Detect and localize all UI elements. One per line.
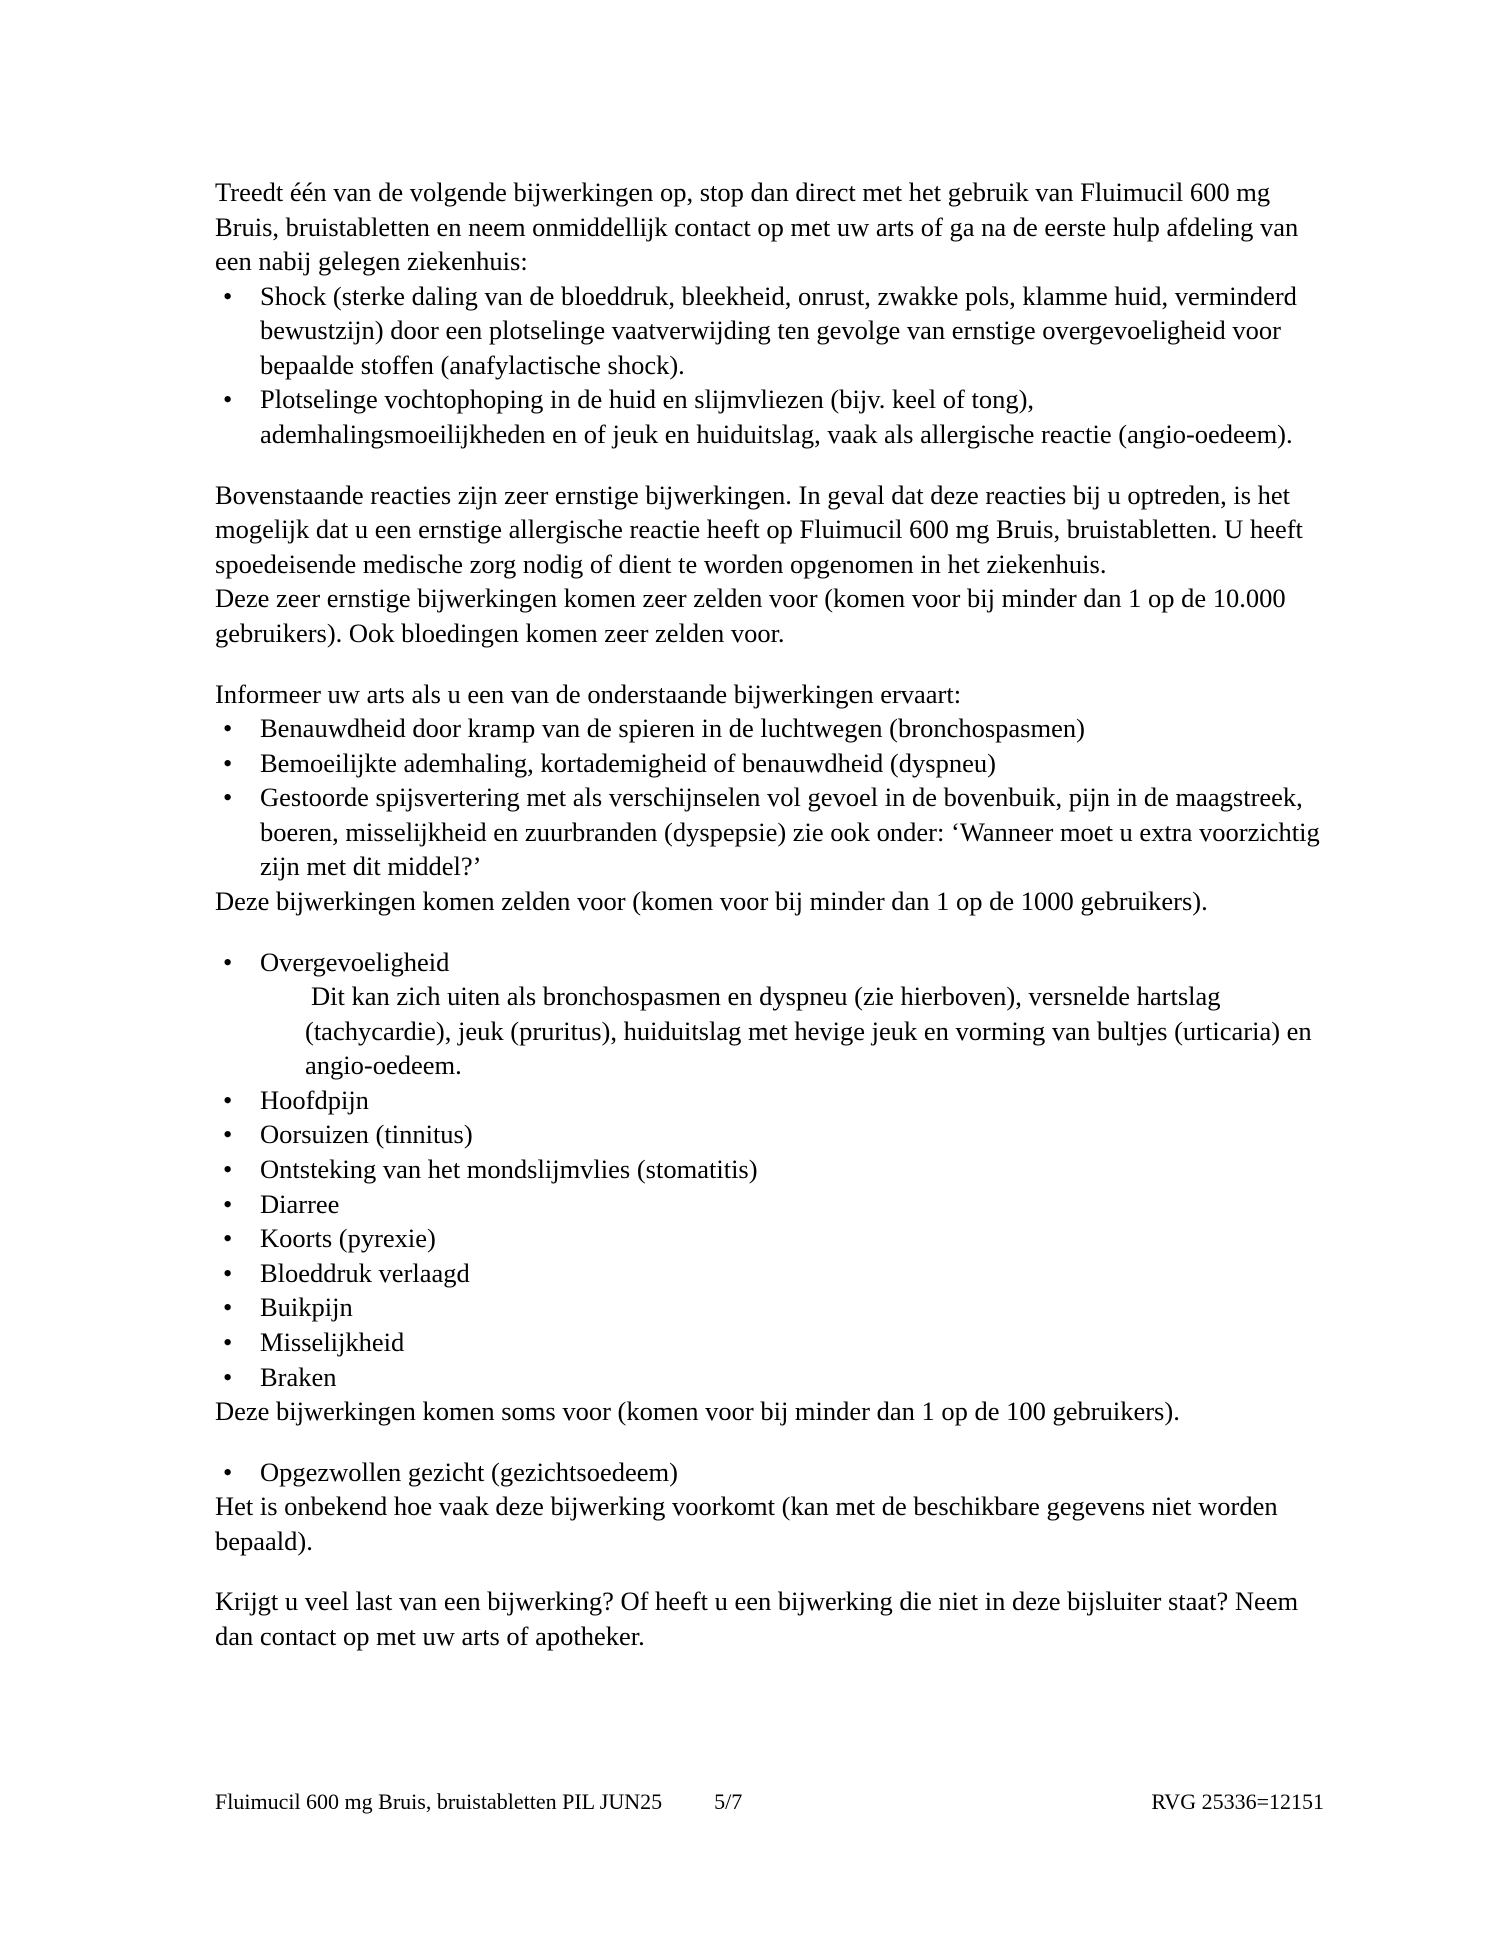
frequency-rare-text: Deze bijwerkingen komen zelden voor (komen voor bij minder dan 1 op de 1000 gebruikers). [215, 885, 1208, 916]
closing-paragraph: Krijgt u veel last van een bijwerking? Of heeft u een bijwerking die niet in deze bijsluiter staat? Neem dan contact op met uw arts of apotheker. [215, 1586, 1299, 1651]
hypersensitivity-list [215, 945, 1324, 1083]
inform-doctor-list [215, 711, 1324, 884]
page-footer [215, 1789, 1324, 1815]
footer-registration-number: RVG 25336=12151 [1151, 1789, 1324, 1814]
list-item: • Bloeddruk verlaagd [215, 1256, 1324, 1291]
paragraph-very-rare-frequency: Deze zeer ernstige bijwerkingen komen zeer zelden voor (komen voor bij minder dan 1 op de 10.000 gebruikers). Ook bloedingen komen zeer zelden voor. [215, 583, 1286, 648]
list-item: • Diarree [215, 1187, 1324, 1222]
document-body [215, 175, 1324, 1654]
list-item: • Shock (sterke daling van de bloeddruk, bleekheid, onrust, zwakke pols, klamme huid, verminderd bewustzijn) door een plotselinge vaatverwijding ten gevolge van ernstige overgevoeligheid voor bepaalde stoffen (anafylactische shock). [215, 279, 1324, 383]
list-item: • Buikpijn [215, 1290, 1324, 1325]
intro-paragraph: Treedt één van de volgende bijwerkingen op, stop dan direct met het gebruik van Fluimucil 600 mg Bruis, bruistabletten en neem onmiddellijk contact op met uw arts of ga na de eerste hulp afdeling van een nabij gelegen ziekenhuis: [215, 177, 1299, 277]
spacer [215, 452, 1324, 478]
serious-side-effects-list [215, 279, 1324, 452]
list-item: • Opgezwollen gezicht (gezichtsoedeem) [215, 1455, 1324, 1490]
frequency-unknown-text: Het is onbekend hoe vaak deze bijwerking voorkomt (kan met de beschikbare gegevens niet worden bepaald). [215, 1491, 1278, 1556]
list-item: • Oorsuizen (tinnitus) [215, 1117, 1324, 1152]
unknown-frequency-list [215, 1455, 1324, 1490]
hypersensitivity-label: Overgevoeligheid [260, 946, 450, 977]
list-item: • Koorts (pyrexie) [215, 1221, 1324, 1256]
list-item: • Hoofdpijn [215, 1083, 1324, 1118]
list-item: • Benauwdheid door kramp van de spieren in de luchtwegen (bronchospasmen) [215, 711, 1324, 746]
spacer [215, 1558, 1324, 1584]
inform-doctor-intro: Informeer uw arts als u een van de onderstaande bijwerkingen ervaart: [215, 678, 962, 709]
spacer [215, 919, 1324, 945]
hypersensitivity-detail: Dit kan zich uiten als bronchospasmen en dyspneu (zie hierboven), versnelde hartslag (tachycardie), jeuk (pruritus), huiduitslag met hevige jeuk en vorming van bultjes (urticaria) en angio-oedeem. [305, 981, 1312, 1081]
list-item: • Braken [215, 1360, 1324, 1395]
paragraph-serious-reactions: Bovenstaande reacties zijn zeer ernstige bijwerkingen. In geval dat deze reacties bij u optreden, is het mogelijk dat u een ernstige allergische reactie heeft op Fluimucil 600 mg Bruis, bruistabletten. U heeft spoedeisende medische zorg nodig of dient te worden opgenomen in het ziekenhuis. [215, 479, 1303, 579]
list-item [215, 945, 1324, 1083]
list-item: • Bemoeilijkte ademhaling, kortademigheid of benauwdheid (dyspneu) [215, 746, 1324, 781]
spacer [215, 651, 1324, 677]
list-item: • Ontsteking van het mondslijmvlies (stomatitis) [215, 1152, 1324, 1187]
footer-page-number: 5/7 [714, 1789, 743, 1814]
list-item: • Plotselinge vochtophoping in de huid en slijmvliezen (bijv. keel of tong), ademhalingsmoeilijkheden en of jeuk en huiduitslag, vaak als allergische reactie (angio-oedeem). [215, 382, 1324, 451]
spacer [215, 1429, 1324, 1455]
footer-document-title: Fluimucil 600 mg Bruis, bruistabletten PIL JUN25 [215, 1789, 663, 1814]
list-item: • Gestoorde spijsvertering met als verschijnselen vol gevoel in de bovenbuik, pijn in de maagstreek, boeren, misselijkheid en zuurbranden (dyspepsie) zie ook onder: ‘Wanneer moet u extra voorzichtig zijn met dit middel?’ [215, 780, 1324, 884]
list-item: • Misselijkheid [215, 1325, 1324, 1360]
uncommon-side-effects-list [215, 1083, 1324, 1394]
frequency-uncommon-text: Deze bijwerkingen komen soms voor (komen voor bij minder dan 1 op de 100 gebruikers). [215, 1396, 1180, 1427]
